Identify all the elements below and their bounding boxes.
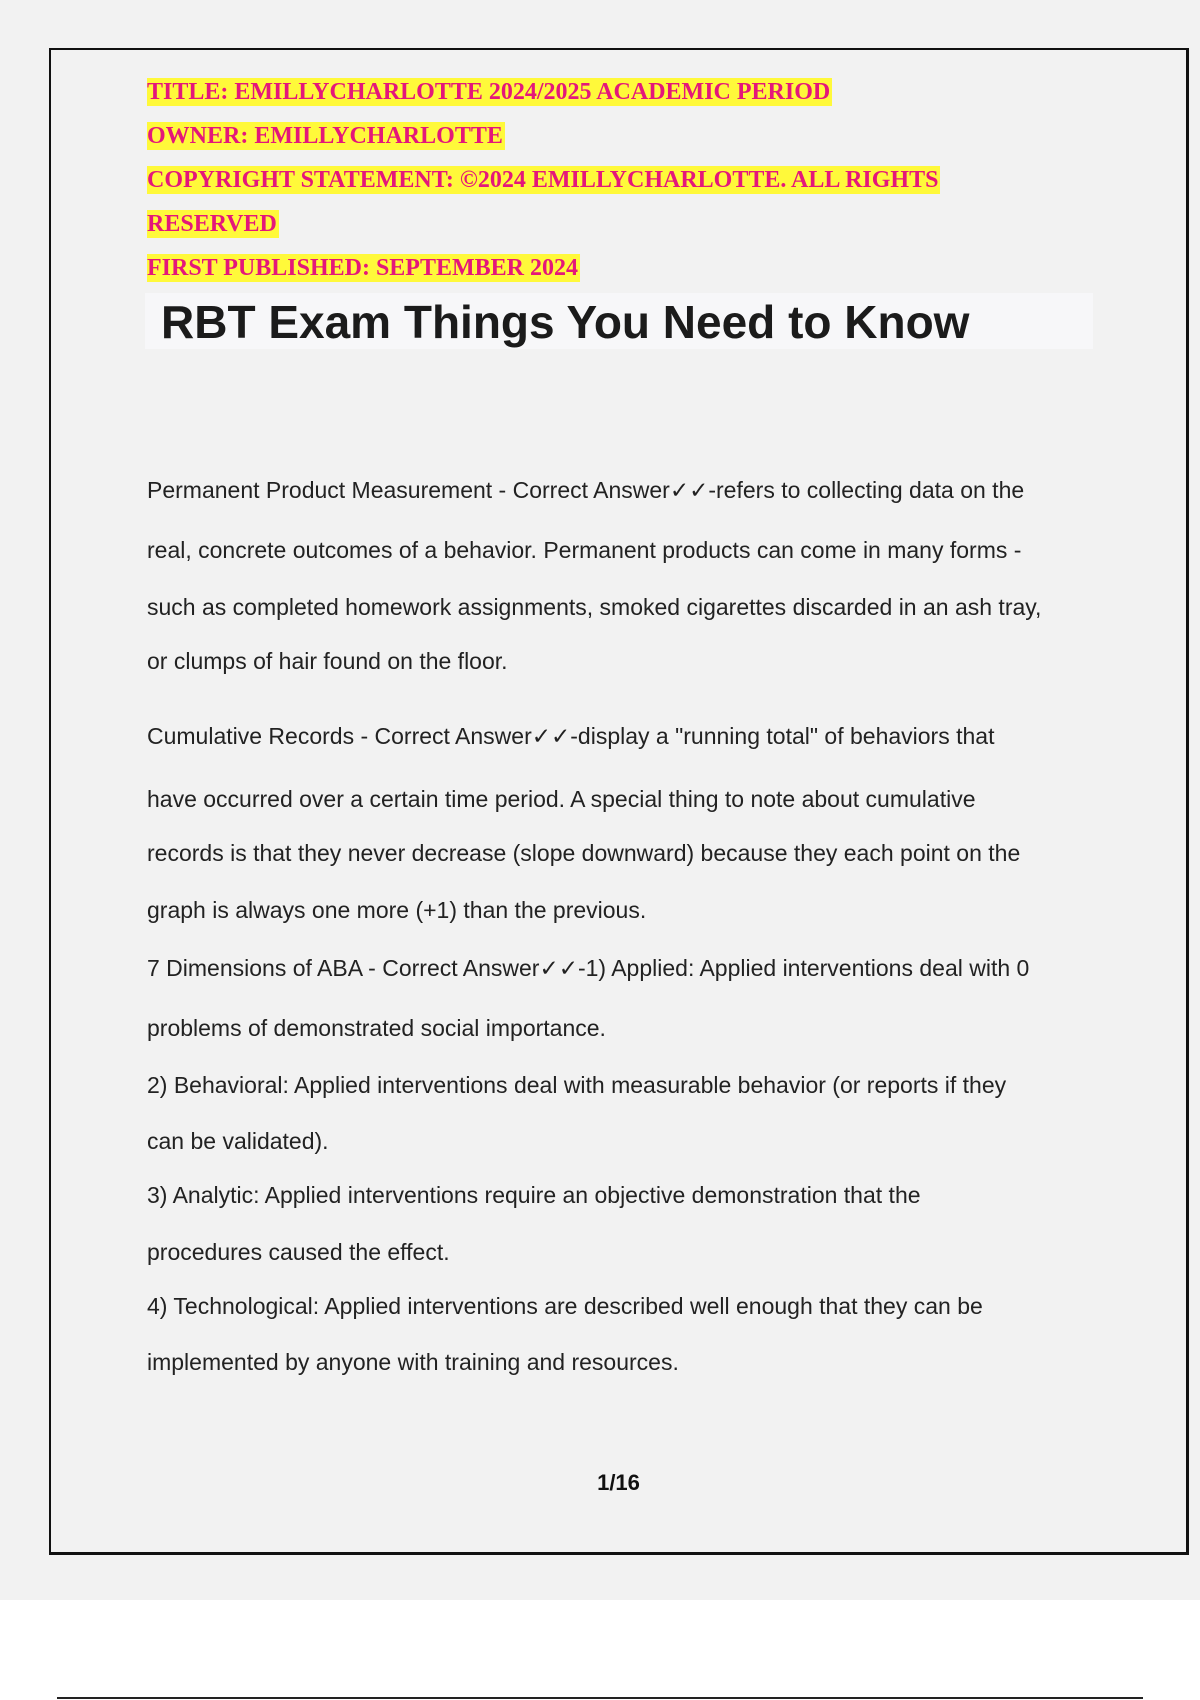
entry-line: Cumulative Records - Correct Answer✓✓-display a "running total" of behaviors that — [147, 723, 995, 749]
entry-line: Permanent Product Measurement - Correct Answer✓✓-refers to collecting data on the — [147, 477, 1025, 503]
document-metadata — [147, 70, 1047, 290]
entry-line: graph is always one more (+1) than the previous. — [147, 897, 647, 923]
entry-line: problems of demonstrated social importance. — [147, 1015, 606, 1041]
meta-published-line — [147, 246, 1047, 290]
document-title: RBT Exam Things You Need to Know — [161, 296, 970, 348]
document-page — [49, 48, 1189, 1555]
meta-title-text: TITLE: EMILLYCHARLOTTE 2024/2025 ACADEMIC PERIOD — [147, 79, 831, 105]
next-page-divider — [57, 1697, 1143, 1699]
meta-copyright-line — [147, 158, 1047, 202]
entry-line: 7 Dimensions of ABA - Correct Answer✓✓-1) Applied: Applied interventions deal with 0 — [147, 955, 1030, 981]
meta-published-text: FIRST PUBLISHED: SEPTEMBER 2024 — [147, 255, 578, 281]
meta-copyright-text-continued: RESERVED — [147, 211, 277, 237]
entry-line: implemented by anyone with training and resources. — [147, 1349, 679, 1375]
entry-line: can be validated). — [147, 1128, 329, 1154]
entry-line: records is that they never decrease (slope downward) because they each point on the — [147, 840, 1021, 866]
entry-line: 3) Analytic: Applied interventions require an objective demonstration that the — [147, 1182, 921, 1208]
meta-title-line — [147, 70, 1047, 114]
next-page-area — [0, 1600, 1200, 1700]
entry-line: 2) Behavioral: Applied interventions deal with measurable behavior (or reports if they — [147, 1072, 1007, 1098]
entry-line: 4) Technological: Applied interventions are described well enough that they can be — [147, 1293, 983, 1319]
page-number: 1/16 — [597, 1470, 640, 1495]
meta-copyright-line-continued — [147, 202, 1047, 246]
entry-line: such as completed homework assignments, smoked cigarettes discarded in an ash tray, — [147, 594, 1042, 620]
entry-line: procedures caused the effect. — [147, 1239, 450, 1265]
entry-line: real, concrete outcomes of a behavior. Permanent products can come in many forms - — [147, 537, 1022, 563]
meta-owner-line — [147, 114, 1047, 158]
entry-line: have occurred over a certain time period. A special thing to note about cumulative — [147, 786, 976, 812]
meta-owner-text: OWNER: EMILLYCHARLOTTE — [147, 123, 503, 149]
entry-line: or clumps of hair found on the floor. — [147, 648, 508, 674]
meta-copyright-text: COPYRIGHT STATEMENT: ©2024 EMILLYCHARLOTTE. ALL RIGHTS — [147, 167, 939, 193]
